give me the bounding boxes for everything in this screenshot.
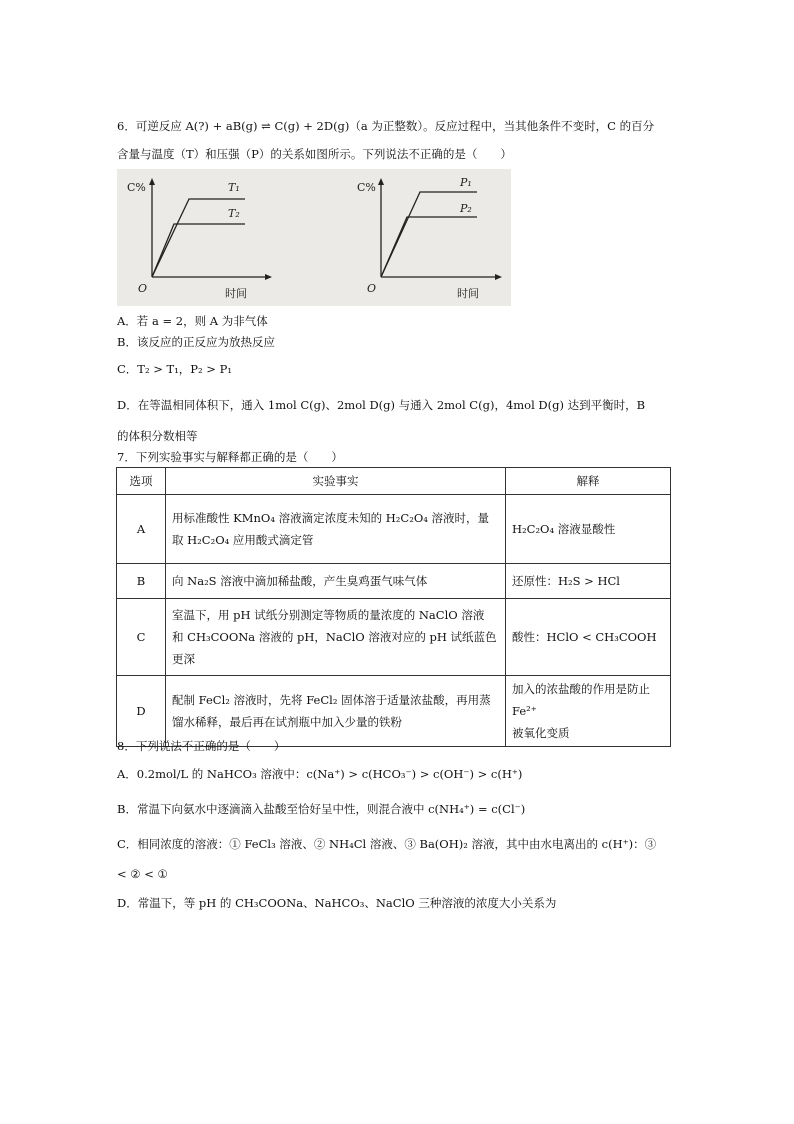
- row-fact: 向 Na₂S 溶液中滴加稀盐酸，产生臭鸡蛋气味气体: [166, 564, 506, 599]
- row-fact: 室温下，用 pH 试纸分别测定等物质的量浓度的 NaClO 溶液 和 CH₃COONa 溶液的 pH，NaClO 溶液对应的 pH 试纸蓝色 更深: [166, 599, 506, 676]
- q8-stem: 8．下列说法不正确的是（ ）: [117, 739, 286, 753]
- right-p2-label: P₂: [460, 202, 472, 215]
- q7-table: [116, 467, 671, 747]
- q6-figure: [117, 169, 511, 306]
- q6-stem-line1: 6．可逆反应 A(?) + aB(g) ⇌ C(g) + 2D(g)（a 为正整数）。反应过程中，当其他条件不变时，C 的百分: [117, 119, 655, 133]
- right-y-label: C%: [357, 181, 376, 194]
- left-origin: O: [138, 282, 148, 295]
- table-row: [117, 495, 671, 564]
- q6-option-c: C．T₂ > T₁，P₂ > P₁: [117, 362, 232, 376]
- q8-option-d: D．常温下，等 pH 的 CH₃COONa、NaHCO₃、NaClO 三种溶液的浓度大小关系为: [117, 896, 557, 910]
- row-explanation: H₂C₂O₄ 溶液显酸性: [506, 495, 671, 564]
- right-x-arrow: [495, 274, 502, 280]
- right-origin: O: [367, 282, 377, 295]
- row-explanation: 还原性：H₂S > HCl: [506, 564, 671, 599]
- q8-option-c-line2: < ② < ①: [117, 867, 168, 881]
- left-y-arrow: [149, 178, 155, 185]
- left-curve-t2: [152, 224, 245, 277]
- q7-stem: 7．下列实验事实与解释都正确的是（ ）: [117, 450, 343, 464]
- header-option: 选项: [117, 468, 166, 495]
- q6-stem-line2: 含量与温度（T）和压强（P）的关系如图所示。下列说法不正确的是（ ）: [117, 147, 512, 161]
- left-x-arrow: [265, 274, 272, 280]
- right-p1-label: P₁: [460, 176, 472, 189]
- right-y-arrow: [378, 178, 384, 185]
- row-explanation: 酸性：HClO < CH₃COOH: [506, 599, 671, 676]
- left-t1-label: T₁: [228, 181, 240, 194]
- row-option: D: [117, 676, 166, 747]
- row-fact: 配制 FeCl₂ 溶液时，先将 FeCl₂ 固体溶于适量浓盐酸，再用蒸 馏水稀释，最后再在试剂瓶中加入少量的铁粉: [166, 676, 506, 747]
- right-x-label: 时间: [457, 287, 479, 300]
- row-fact: 用标准酸性 KMnO₄ 溶液滴定浓度未知的 H₂C₂O₄ 溶液时，量 取 H₂C₂O₄ 应用酸式滴定管: [166, 495, 506, 564]
- row-explanation: 加入的浓盐酸的作用是防止 Fe²⁺ 被氧化变质: [506, 676, 671, 747]
- q8-option-a: A．0.2mol/L 的 NaHCO₃ 溶液中：c(Na⁺) > c(HCO₃⁻) > c(OH⁻) > c(H⁺): [117, 767, 523, 781]
- table-row: [117, 676, 671, 747]
- row-option: B: [117, 564, 166, 599]
- q6-graphs: [117, 169, 511, 306]
- q6-option-a: A．若 a = 2，则 A 为非气体: [117, 314, 268, 328]
- table-row: [117, 564, 671, 599]
- row-option: C: [117, 599, 166, 676]
- q6-option-d-line2: 的体积分数相等: [117, 429, 198, 443]
- q6-option-b: B．该反应的正反应为放热反应: [117, 335, 275, 349]
- q6-option-d-line1: D．在等温相同体积下，通入 1mol C(g)、2mol D(g) 与通入 2mol C(g)，4mol D(g) 达到平衡时，B: [117, 398, 646, 412]
- header-fact: 实验事实: [166, 468, 506, 495]
- table-row: [117, 599, 671, 676]
- left-x-label: 时间: [225, 287, 247, 300]
- left-t2-label: T₂: [228, 207, 240, 220]
- q8-option-b: B．常温下向氨水中逐滴滴入盐酸至恰好呈中性，则混合液中 c(NH₄⁺) = c(Cl⁻): [117, 802, 526, 816]
- header-explanation: 解释: [506, 468, 671, 495]
- table-header-row: [117, 468, 671, 495]
- row-option: A: [117, 495, 166, 564]
- left-y-label: C%: [127, 181, 146, 194]
- q8-option-c-line1: C．相同浓度的溶液：① FeCl₃ 溶液、② NH₄Cl 溶液、③ Ba(OH)₂ 溶液，其中由水电离出的 c(H⁺)：③: [117, 837, 657, 851]
